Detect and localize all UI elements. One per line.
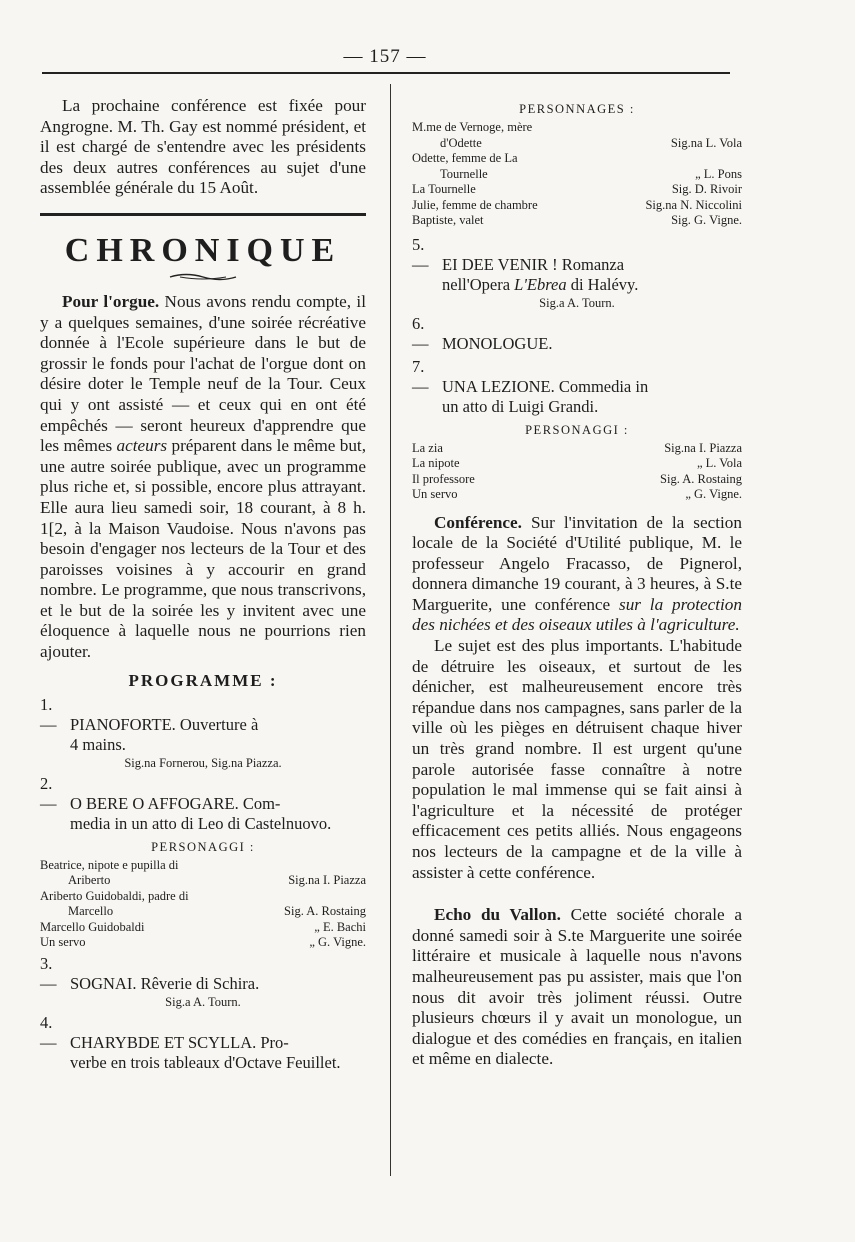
cast-list xyxy=(412,120,742,229)
item-number: 3. — xyxy=(40,953,57,993)
cast-actor: Sig. G. Vigne. xyxy=(671,213,742,227)
cast-row xyxy=(412,136,742,152)
item-cont-text: di Halévy. xyxy=(566,274,639,294)
cast-role: Ariberto xyxy=(68,873,111,888)
item-continuation: 4 mains. xyxy=(70,734,126,754)
cast-list xyxy=(40,858,366,951)
item-title: O BERE O AFFOGARE. Com- xyxy=(70,793,281,813)
cast-role: Un servo xyxy=(40,935,86,950)
cast-actor: Sig. A. Rostaing xyxy=(284,904,366,919)
cast-role: Beatrice, nipote e pupilla di xyxy=(40,857,179,872)
cast-row xyxy=(412,120,742,136)
cast-role: Ariberto Guidobaldi, padre di xyxy=(40,888,189,903)
conference-article xyxy=(412,513,742,637)
cast-row xyxy=(412,182,742,198)
item-number: 4. — xyxy=(40,1012,57,1052)
programme-item-2 xyxy=(40,774,366,834)
echo-lead: Echo du Vallon. xyxy=(434,905,561,925)
conference-lead: Conférence. xyxy=(434,512,522,532)
personaggi-heading: PERSONAGGI : xyxy=(151,839,255,854)
echo-text: Cette société chorale a donné samedi soir à S.te Marguerite une soirée littéraire et musicale à laquelle nous n'avons malheureusement pas pu assister, mais que l'on nous dit avoir très joliment réussi. Outre plusieurs chœurs il y avait un monologue, un dialogue et des comédies en français, en italien et même en dialecte. xyxy=(412,905,742,1069)
item-performers: Sig.na Fornerou, Sig.na Piazza. xyxy=(124,755,282,770)
orgue-article xyxy=(40,292,366,663)
cast-role: d'Odette xyxy=(440,135,482,150)
left-column xyxy=(40,96,366,1073)
cast-role: La zia xyxy=(412,440,443,455)
item-continuation: verbe en trois tableaux d'Octave Feuillet. xyxy=(70,1052,341,1072)
cast-row xyxy=(40,920,366,936)
programme-heading: PROGRAMME : xyxy=(128,670,278,690)
echo-article xyxy=(412,905,742,1070)
cast-role: Marcello xyxy=(68,904,114,919)
cast-role: Baptiste, valet xyxy=(412,213,484,227)
chronique-title: CHRONIQUE xyxy=(64,231,342,269)
programme-item-4 xyxy=(40,1013,366,1073)
cast-row xyxy=(412,151,742,167)
item-continuation: un atto di Luigi Grandi. xyxy=(442,396,599,416)
orgue-text-2: préparent dans le même but, une autre soirée publique, avec un programme plus riche et, si possible, encore plus attrayant. Elle aura lieu samedi soir, 18 courant, à 8 h. 1[2, à la Maison Vaudoise. Nous n'avons pas besoin d'engager nos lecteurs de la Tour et des paroisses voisines à y accourir en grand nombre. Le programme, que nous transcrivons, et le but de la soirée les y invitent avec une éloquence à laquelle nous ne pourrions rien ajouter. xyxy=(40,436,366,662)
programme-item-5 xyxy=(412,235,742,295)
programme-item-3 xyxy=(40,954,366,994)
cast-actor: Sig.na L. Vola xyxy=(670,135,742,150)
cast-actor: Sig. A. Rostaing xyxy=(660,471,742,486)
cast-actor: Sig.na I. Piazza xyxy=(288,873,366,888)
cast-actor xyxy=(360,889,366,905)
cast-row xyxy=(412,472,742,488)
cast-actor: „ G. Vigne. xyxy=(309,935,366,950)
cast-row xyxy=(412,487,742,503)
cast-row xyxy=(412,441,742,457)
cast-actor: Sig. D. Rivoir xyxy=(671,182,742,196)
item-number: 2. — xyxy=(40,773,57,813)
ornament-icon xyxy=(168,272,238,282)
cast-role: Il professore xyxy=(412,471,475,486)
cast-actor xyxy=(736,120,742,136)
item-number: 1. — xyxy=(40,694,57,734)
conference-paragraph-2: Le sujet est des plus importants. L'habitude de détruire les oiseaux, et surtout de les dénicher, est malheureusement encore très répandue dans nos campagnes, sans parler de la ville où les pièges en détruisent chaque hiver un très grand nombre. Il est urgent qu'une parole autorisée fasse connaître à notre population le mal immense qui se fait ainsi à l'agriculture et la nécessité de protéger efficacement ces petits alliés. Nous engageons nos lecteurs de la campagne et de la ville à assister à cette conférence. xyxy=(412,636,742,882)
programme-item-6 xyxy=(412,314,742,354)
cast-actor: „ L. Vola xyxy=(696,456,742,470)
orgue-text-1: Nous avons rendu compte, il y a quelques semaines, d'une soirée récréative donnée à l'Ecole supérieure dans le but de grossir le fonds pour l'achat de l'orgue dont on désire doter le Temple neuf de la Tour. Ceux qui y ont assisté — et ceux qui en ont été empêchés — seront heureux d'apprendre que les mêmes xyxy=(40,291,366,456)
item-performers: Sig.a A. Tourn. xyxy=(539,295,615,310)
cast-actor xyxy=(736,151,742,167)
item-title: PIANOFORTE. Ouverture à xyxy=(70,714,259,734)
cast-row xyxy=(412,198,742,214)
cast-row xyxy=(412,167,742,183)
cast-role: M.me de Vernoge, mère xyxy=(412,120,533,134)
orgue-italic: acteurs xyxy=(116,436,168,456)
orgue-lead: Pour l'orgue. xyxy=(62,291,160,311)
cast-actor: Sig.na N. Niccolini xyxy=(645,197,742,212)
opening-paragraph: La prochaine conférence est fixée pour Angrogne. M. Th. Gay est nommé président, et il est chargé de s'entendre avec les présidents des deux autres conférences au sujet d'une assemblée générale du 15 Août. xyxy=(40,96,366,198)
item-continuation xyxy=(412,275,742,295)
item-title: MONOLOGUE. xyxy=(442,333,553,353)
cast-actor: Sig.na I. Piazza xyxy=(664,440,742,455)
conference-text: Sur l'invitation de la section locale de la Société d'Utilité publique, M. le professeur Angelo Fracasso, de Pignerol, donnera dimanche 19 courant, à 3 heures, à S.te Marguerite, une conférence xyxy=(412,512,742,614)
cast-actor: „ L. Pons xyxy=(695,166,742,181)
item-number: 6. — xyxy=(412,313,429,353)
spacer xyxy=(412,883,742,905)
right-column xyxy=(412,96,742,1070)
programme-item-1 xyxy=(40,695,366,755)
cast-row xyxy=(40,935,366,951)
cast-row xyxy=(40,873,366,889)
page-number: — 157 — xyxy=(343,46,427,67)
item-performers: Sig.a A. Tourn. xyxy=(165,994,241,1009)
cast-row xyxy=(40,889,366,905)
cast-list xyxy=(412,441,742,503)
cast-role: La nipote xyxy=(412,456,460,470)
cast-role: Julie, femme de chambre xyxy=(412,197,538,212)
item-title: SOGNAI. Rêverie di Schira. xyxy=(70,973,260,993)
cast-role: Marcello Guidobaldi xyxy=(40,919,145,934)
section-rule xyxy=(40,213,366,216)
personnages-heading: PERSONNAGES : xyxy=(519,102,635,116)
programme-item-7 xyxy=(412,357,742,417)
item-continuation: media in un atto di Leo di Castelnuovo. xyxy=(70,813,332,833)
cast-role: La Tournelle xyxy=(412,182,476,196)
cast-row xyxy=(40,858,366,874)
top-rule xyxy=(42,72,730,74)
item-title: UNA LEZIONE. Commedia in xyxy=(442,376,649,396)
cast-role: Odette, femme de La xyxy=(412,151,518,165)
cast-role: Un servo xyxy=(412,487,458,501)
item-title: EI DEE VENIR ! Romanza xyxy=(442,254,625,274)
item-cont-text: nell'Opera xyxy=(442,274,515,294)
item-number: 7. — xyxy=(412,356,429,396)
personaggi-heading: PERSONAGGI : xyxy=(525,422,629,437)
item-title: CHARYBDE ET SCYLLA. Pro- xyxy=(70,1032,289,1052)
cast-row xyxy=(412,213,742,229)
conference-italic: sur la protection des nichées et des oiseaux utiles à l'agriculture. xyxy=(412,594,742,635)
column-divider xyxy=(390,84,391,1176)
cast-actor: „ E. Bachi xyxy=(314,919,366,934)
item-cont-italic: L'Ebrea xyxy=(514,274,567,294)
cast-row xyxy=(412,456,742,472)
cast-actor xyxy=(360,858,366,874)
cast-row xyxy=(40,904,366,920)
cast-role: Tournelle xyxy=(440,166,488,181)
item-number: 5. — xyxy=(412,234,429,274)
cast-actor: „ G. Vigne. xyxy=(685,487,742,501)
